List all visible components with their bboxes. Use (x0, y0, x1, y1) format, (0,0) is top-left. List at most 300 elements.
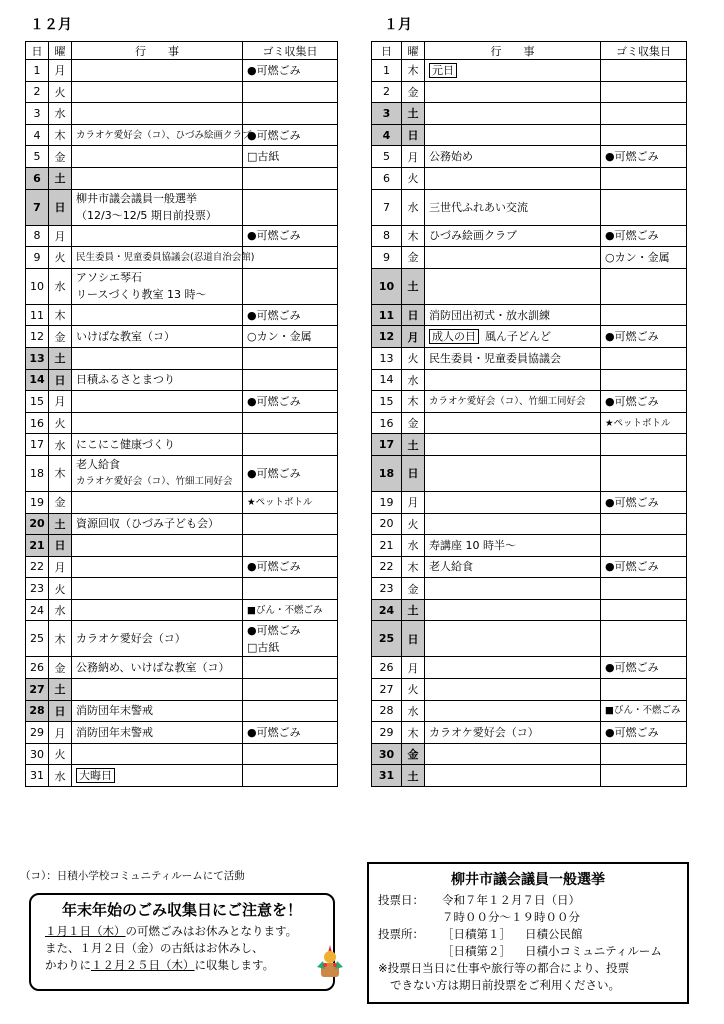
event-cell (72, 722, 243, 744)
table-row (26, 556, 338, 578)
event-cell (425, 103, 601, 125)
header-weekday: 曜 (402, 42, 425, 60)
garbage-cell (601, 491, 687, 513)
weekday: 日 (402, 124, 425, 146)
table-row (26, 326, 338, 348)
event-cell (72, 60, 243, 82)
event-cell (72, 304, 243, 326)
garbage-cell (601, 679, 687, 701)
table-row (26, 167, 338, 189)
garbage-cell (601, 657, 687, 679)
garbage-cell (243, 225, 338, 247)
event-text: カラオケ愛好会（コ）、竹細工同好会 (429, 395, 586, 407)
event-cell (425, 599, 601, 621)
garbage-cell (243, 60, 338, 82)
garbage-cell (601, 535, 687, 557)
garbage-type: ●可燃ごみ (605, 394, 659, 408)
table-row (26, 124, 338, 146)
event-cell (425, 679, 601, 701)
weekday: 木 (402, 225, 425, 247)
notice-date-1: １月１日（木） (45, 924, 126, 938)
garbage-type: ●可燃ごみ (605, 560, 659, 574)
event-cell (425, 81, 601, 103)
event-cell (72, 167, 243, 189)
garbage-cell (601, 326, 687, 348)
table-row (26, 247, 338, 269)
weekday: 木 (402, 722, 425, 744)
garbage-type: ○カン・金属 (605, 250, 670, 264)
weekday: 水 (402, 369, 425, 391)
event-cell (425, 578, 601, 600)
garbage-type: ●可燃ごみ (605, 229, 659, 243)
event-text: 公務始め (429, 150, 473, 164)
day-number: 20 (372, 513, 402, 535)
weekday: 日 (402, 621, 425, 657)
weekday: 金 (49, 326, 72, 348)
garbage-cell (601, 369, 687, 391)
event-text: 柳井市議会議員一般選挙 (76, 192, 197, 206)
garbage-cell (243, 247, 338, 269)
table-row (372, 535, 687, 557)
garbage-cell (243, 189, 338, 225)
weekday: 日 (402, 455, 425, 491)
garbage-cell (243, 535, 338, 557)
table-row (372, 167, 687, 189)
event-cell (72, 412, 243, 434)
day-number: 4 (372, 124, 402, 146)
table-row (26, 304, 338, 326)
weekday: 火 (49, 743, 72, 765)
table-row (372, 578, 687, 600)
event-cell (425, 621, 601, 657)
garbage-cell (601, 455, 687, 491)
garbage-cell (243, 434, 338, 456)
event-cell (72, 268, 243, 304)
header-garbage: ゴミ収集日 (243, 42, 338, 60)
event-cell (425, 369, 601, 391)
election-place1-district: ［日積第１］ (442, 927, 511, 941)
day-number: 8 (26, 225, 49, 247)
day-number: 13 (26, 347, 49, 369)
weekday: 土 (49, 347, 72, 369)
event-cell (425, 556, 601, 578)
weekday: 水 (49, 599, 72, 621)
header-day: 日 (372, 42, 402, 60)
day-number: 21 (372, 535, 402, 557)
weekday: 日 (49, 535, 72, 557)
garbage-cell (601, 347, 687, 369)
notice-title: 年末年始のごみ収集日にご注意を！ (61, 901, 302, 919)
garbage-cell (601, 81, 687, 103)
garbage-cell (601, 621, 687, 657)
garbage-type: ●可燃ごみ (605, 330, 659, 344)
day-number: 19 (26, 491, 49, 513)
table-row (26, 391, 338, 413)
garbage-cell (601, 268, 687, 304)
weekday: 土 (49, 513, 72, 535)
event-text: カラオケ愛好会（コ） (76, 632, 186, 646)
table-row (26, 513, 338, 535)
event-cell (72, 434, 243, 456)
table-row (26, 657, 338, 679)
event-cell (72, 391, 243, 413)
event-text: 公務納め、いけばな教室（コ） (76, 661, 230, 675)
garbage-cell (243, 556, 338, 578)
event-cell (425, 434, 601, 456)
table-row (26, 599, 338, 621)
event-cell (72, 700, 243, 722)
day-number: 7 (26, 189, 49, 225)
weekday: 火 (49, 247, 72, 269)
table-row (26, 268, 338, 304)
weekday: 水 (49, 268, 72, 304)
header-weekday: 曜 (49, 42, 72, 60)
event-text: （12/3～12/5 期日前投票） (76, 209, 217, 223)
event-cell (425, 189, 601, 225)
event-cell (425, 513, 601, 535)
table-row (372, 189, 687, 225)
weekday: 月 (402, 326, 425, 348)
day-number: 9 (26, 247, 49, 269)
table-row (26, 60, 338, 82)
day-number: 24 (26, 599, 49, 621)
garbage-cell (243, 391, 338, 413)
notice-body (45, 923, 297, 974)
weekday: 月 (49, 722, 72, 744)
garbage-cell (243, 765, 338, 787)
day-number: 24 (372, 599, 402, 621)
event-text (429, 62, 600, 79)
garbage-cell (243, 268, 338, 304)
weekday: 水 (49, 765, 72, 787)
event-text: 老人給食 (429, 560, 473, 574)
notice-text-3c: に収集します。 (194, 958, 275, 972)
day-number: 9 (372, 247, 402, 269)
notice-text-3a: かわりに (45, 958, 91, 972)
table-row (372, 60, 687, 82)
event-cell (425, 743, 601, 765)
event-cell (425, 124, 601, 146)
weekday: 月 (49, 556, 72, 578)
table-row (372, 657, 687, 679)
garbage-type: ●可燃ごみ (247, 560, 301, 574)
garbage-cell (243, 578, 338, 600)
day-number: 25 (372, 621, 402, 657)
weekday: 土 (402, 268, 425, 304)
event-text: 日積ふるさとまつり (76, 373, 175, 387)
weekday: 木 (49, 455, 72, 491)
day-number: 3 (26, 103, 49, 125)
event-cell (425, 491, 601, 513)
event-text (429, 328, 600, 345)
kadomatsu-icon (313, 943, 347, 981)
garbage-cell (601, 225, 687, 247)
election-note-1: ※投票日当日に仕事や旅行等の都合により、投票 (378, 961, 630, 975)
garbage-cell (243, 304, 338, 326)
event-cell (425, 146, 601, 168)
weekday: 火 (49, 81, 72, 103)
day-number: 17 (372, 434, 402, 456)
table-row (26, 743, 338, 765)
garbage-cell (601, 146, 687, 168)
weekday: 木 (402, 60, 425, 82)
header-event: 行 事 (72, 42, 243, 60)
event-cell (72, 103, 243, 125)
day-number: 1 (26, 60, 49, 82)
garbage-cell (601, 434, 687, 456)
day-number: 31 (26, 765, 49, 787)
table-row (372, 347, 687, 369)
weekday: 水 (402, 189, 425, 225)
garbage-cell (601, 304, 687, 326)
day-number: 23 (372, 578, 402, 600)
garbage-type: ●可燃ごみ (247, 128, 301, 142)
day-number: 19 (372, 491, 402, 513)
header-garbage: ゴミ収集日 (601, 42, 687, 60)
table-row (372, 743, 687, 765)
event-cell (72, 535, 243, 557)
january-calendar-table (371, 41, 687, 787)
garbage-cell (243, 491, 338, 513)
event-text: にこにこ健康づくり (76, 438, 175, 452)
table-row (26, 189, 338, 225)
weekday: 木 (49, 621, 72, 657)
day-number: 28 (26, 700, 49, 722)
event-cell (72, 621, 243, 657)
garbage-type: ●可燃ごみ (247, 623, 301, 637)
weekday: 火 (402, 513, 425, 535)
garbage-type: ★ペットボトル (605, 417, 671, 429)
day-number: 30 (372, 743, 402, 765)
event-text: アソシエ琴石 (76, 271, 142, 285)
weekday: 火 (402, 167, 425, 189)
event-cell (72, 369, 243, 391)
day-number: 22 (26, 556, 49, 578)
weekday: 水 (402, 535, 425, 557)
table-row (372, 722, 687, 744)
event-cell (72, 556, 243, 578)
weekday: 金 (49, 491, 72, 513)
event-cell (425, 657, 601, 679)
day-number: 18 (26, 455, 49, 491)
table-row (26, 578, 338, 600)
table-row (26, 765, 338, 787)
day-number: 26 (26, 657, 49, 679)
table-row (372, 369, 687, 391)
table-row (372, 599, 687, 621)
table-row (26, 369, 338, 391)
event-cell (72, 225, 243, 247)
event-text: ひづみ絵画クラブ (429, 229, 517, 243)
event-cell (425, 304, 601, 326)
garbage-type: ○カン・金属 (247, 330, 312, 344)
garbage-type: ●可燃ごみ (247, 308, 301, 322)
weekday: 月 (49, 60, 72, 82)
weekday: 木 (49, 304, 72, 326)
event-text: カラオケ愛好会（コ） (429, 726, 539, 740)
holiday-label: 成人の日 (429, 329, 479, 344)
weekday: 月 (402, 146, 425, 168)
weekday: 火 (402, 679, 425, 701)
garbage-notice-box (29, 893, 335, 991)
table-header-row (372, 42, 687, 60)
day-number: 14 (372, 369, 402, 391)
table-row (372, 326, 687, 348)
garbage-cell (601, 60, 687, 82)
day-number: 22 (372, 556, 402, 578)
day-number: 12 (26, 326, 49, 348)
election-place1: 日積公民館 (525, 927, 583, 941)
day-number: 6 (26, 167, 49, 189)
event-cell (72, 81, 243, 103)
event-cell (72, 491, 243, 513)
event-cell (72, 679, 243, 701)
day-number: 21 (26, 535, 49, 557)
event-text: 三世代ふれあい交流 (429, 200, 528, 214)
garbage-cell (601, 247, 687, 269)
table-row (26, 103, 338, 125)
table-row (372, 247, 687, 269)
day-number: 16 (26, 412, 49, 434)
election-date-label: 投票日： (378, 893, 424, 907)
table-row (372, 434, 687, 456)
garbage-cell (243, 326, 338, 348)
garbage-cell (601, 124, 687, 146)
table-row (372, 513, 687, 535)
garbage-cell (601, 412, 687, 434)
event-text: 寿講座 10 時半～ (429, 538, 516, 552)
event-text: 資源回収（ひづみ子ども会） (76, 517, 219, 531)
election-title: 柳井市議会議員一般選挙 (451, 872, 605, 888)
garbage-cell (601, 391, 687, 413)
weekday: 火 (49, 412, 72, 434)
event-text: リースづくり教室 13 時～ (76, 288, 207, 302)
garbage-cell (601, 765, 687, 787)
day-number: 25 (26, 621, 49, 657)
table-row (26, 491, 338, 513)
day-number: 4 (26, 124, 49, 146)
day-number: 15 (26, 391, 49, 413)
table-row (26, 722, 338, 744)
day-number: 1 (372, 60, 402, 82)
weekday: 金 (402, 247, 425, 269)
event-cell (425, 391, 601, 413)
garbage-cell (243, 369, 338, 391)
notice-date-2: １２月２５日（木） (91, 958, 195, 972)
weekday: 火 (402, 347, 425, 369)
table-row (372, 146, 687, 168)
table-row (26, 225, 338, 247)
election-date: 令和７年１２月７日（日） (442, 893, 580, 907)
weekday: 土 (49, 167, 72, 189)
event-text: 老人給食 (76, 458, 120, 472)
garbage-type: ●可燃ごみ (247, 466, 301, 480)
garbage-type: ●可燃ごみ (605, 150, 659, 164)
table-row (26, 535, 338, 557)
weekday: 水 (402, 700, 425, 722)
day-number: 6 (372, 167, 402, 189)
event-cell (72, 146, 243, 168)
table-row (372, 225, 687, 247)
event-cell (425, 60, 601, 82)
weekday: 水 (49, 434, 72, 456)
december-title: １２月 (30, 17, 72, 33)
garbage-type: ■びん・不燃ごみ (247, 604, 323, 616)
event-cell (425, 412, 601, 434)
table-row (372, 679, 687, 701)
day-number: 29 (26, 722, 49, 744)
weekday: 水 (49, 103, 72, 125)
day-number: 15 (372, 391, 402, 413)
table-row (26, 679, 338, 701)
election-place2-district: ［日積第２］ (442, 944, 511, 958)
event-cell (425, 765, 601, 787)
event-cell (72, 347, 243, 369)
garbage-cell (601, 722, 687, 744)
day-number: 27 (372, 679, 402, 701)
garbage-cell (243, 722, 338, 744)
garbage-type: ●可燃ごみ (605, 495, 659, 509)
garbage-cell (601, 189, 687, 225)
table-row (372, 391, 687, 413)
january-title: １月 (384, 17, 412, 33)
table-row (372, 412, 687, 434)
garbage-cell (243, 347, 338, 369)
weekday: 金 (402, 81, 425, 103)
election-info-box (367, 862, 689, 1004)
day-number: 13 (372, 347, 402, 369)
election-place-label: 投票所： (378, 927, 424, 941)
garbage-cell (601, 103, 687, 125)
table-row (26, 347, 338, 369)
table-row (26, 455, 338, 491)
weekday: 月 (402, 657, 425, 679)
header-event: 行 事 (425, 42, 601, 60)
table-row (372, 304, 687, 326)
event-cell (72, 657, 243, 679)
table-row (372, 765, 687, 787)
day-number: 16 (372, 412, 402, 434)
day-number: 12 (372, 326, 402, 348)
table-row (372, 700, 687, 722)
garbage-cell (601, 556, 687, 578)
garbage-cell (243, 700, 338, 722)
day-number: 3 (372, 103, 402, 125)
garbage-cell (243, 657, 338, 679)
weekday: 土 (402, 765, 425, 787)
weekday: 金 (402, 412, 425, 434)
table-row (26, 621, 338, 657)
weekday: 木 (402, 391, 425, 413)
garbage-cell (601, 743, 687, 765)
table-row (26, 700, 338, 722)
notice-text-1: の可燃ごみはお休みとなります。 (125, 924, 298, 938)
day-number: 30 (26, 743, 49, 765)
event-cell (72, 189, 243, 225)
day-number: 2 (372, 81, 402, 103)
day-number: 10 (372, 268, 402, 304)
table-row (372, 268, 687, 304)
day-number: 27 (26, 679, 49, 701)
table-row (372, 81, 687, 103)
event-text: いけばな教室（コ） (76, 330, 175, 344)
table-row (372, 491, 687, 513)
garbage-cell (243, 679, 338, 701)
day-number: 5 (372, 146, 402, 168)
day-number: 8 (372, 225, 402, 247)
garbage-cell (243, 124, 338, 146)
event-cell (425, 167, 601, 189)
